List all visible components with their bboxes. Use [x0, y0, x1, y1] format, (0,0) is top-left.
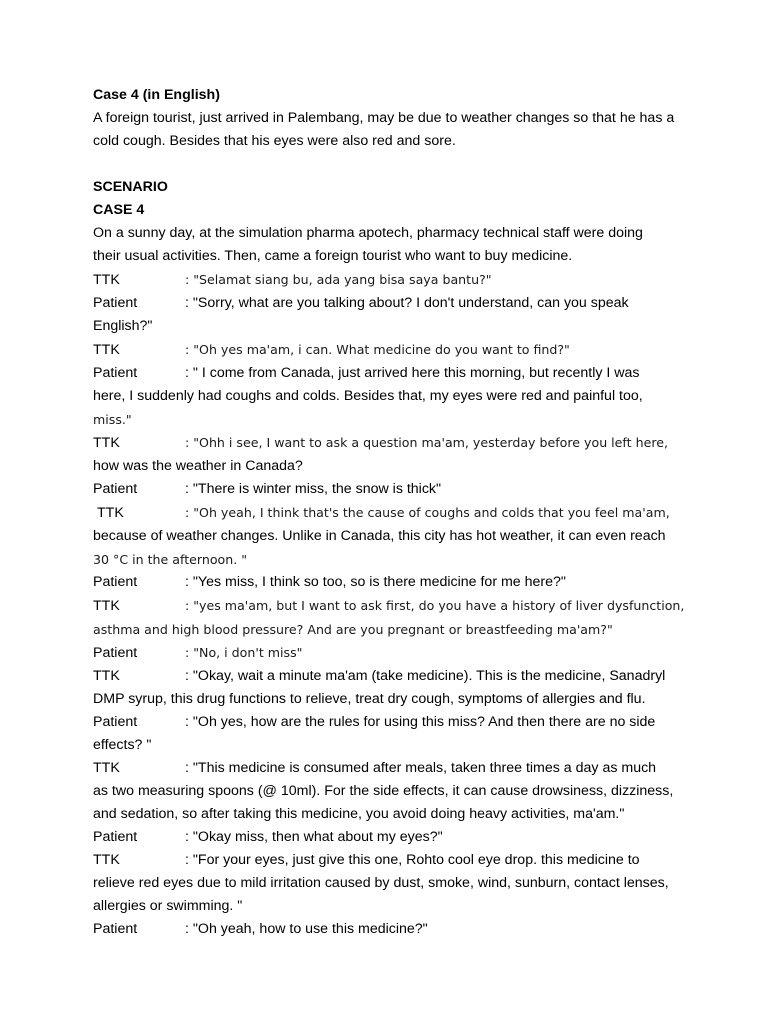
speaker-label: TTK — [93, 272, 120, 288]
utterance-continuation: miss." — [93, 412, 132, 427]
utterance: : "Selamat siang bu, ada yang bisa saya bantu?" — [185, 272, 492, 287]
dialogue-line — [93, 292, 693, 315]
dialogue-line — [93, 641, 693, 665]
utterance: : "Oh yeah, how to use this medicine?" — [185, 921, 428, 937]
utterance-continuation: 30 °C in the afternoon. " — [93, 552, 248, 567]
utterance-continuation: DMP syrup, this drug functions to relieve, treat dry cough, symptoms of allergies and flu. — [93, 691, 646, 707]
utterance: : "Sorry, what are you talking about? I don't understand, can you speak — [185, 295, 629, 311]
dialogue-line — [93, 268, 693, 292]
speaker-label: TTK — [93, 852, 120, 868]
utterance: : " I come from Canada, just arrived here this morning, but recently I was — [185, 365, 640, 381]
speaker-label: TTK — [97, 505, 124, 521]
utterance: : "Yes miss, I think so too, so is there medicine for me here?" — [185, 574, 566, 590]
dialogue-line — [93, 594, 693, 618]
dialogue-line — [93, 362, 693, 385]
speaker-label: Patient — [93, 829, 138, 845]
utterance-continuation: as two measuring spoons (@ 10ml). For the side effects, it can cause drowsiness, dizziness, — [93, 783, 674, 799]
speaker-label: Patient — [93, 921, 138, 937]
dialogue-line — [93, 826, 693, 849]
dialogue-line — [93, 849, 693, 872]
utterance-continuation: asthma and high blood pressure? And are you pregnant or breastfeeding ma'am?" — [93, 622, 613, 637]
utterance: : "yes ma'am, but I want to ask first, do you have a history of liver dysfunction, — [185, 598, 685, 613]
utterance-continuation: allergies or swimming. " — [93, 898, 243, 914]
case-heading: Case 4 (in English) — [93, 87, 220, 103]
speaker-label: Patient — [93, 714, 138, 730]
utterance-continuation: effects? " — [93, 737, 152, 753]
utterance: : "There is winter miss, the snow is thick" — [185, 481, 442, 497]
document-page — [93, 84, 693, 941]
utterance: : "Oh yeah, I think that's the cause of coughs and colds that you feel ma'am, — [185, 505, 670, 520]
utterance-continuation: here, I suddenly had coughs and colds. Besides that, my eyes were red and painful too, — [93, 388, 643, 404]
speaker-label: TTK — [93, 598, 120, 614]
utterance: : "For your eyes, just give this one, Rohto cool eye drop. this medicine to — [185, 852, 640, 868]
dialogue — [93, 268, 693, 941]
utterance: : "No, i don't miss" — [185, 645, 303, 660]
intro-line: A foreign tourist, just arrived in Palembang, may be due to weather changes so that he has a — [93, 110, 675, 126]
utterance-continuation: and sedation, so after taking this medicine, you avoid doing heavy activities, ma'am." — [93, 806, 625, 822]
speaker-label: Patient — [93, 365, 138, 381]
dialogue-line — [93, 478, 693, 501]
utterance: : "Ohh i see, I want to ask a question ma'am, yesterday before you left here, — [185, 435, 668, 450]
spacer — [93, 153, 693, 176]
scenario-label: SCENARIO — [93, 179, 168, 195]
dialogue-line — [93, 571, 693, 594]
speaker-label: TTK — [93, 435, 120, 451]
utterance: : "Okay, wait a minute ma'am (take medicine). This is the medicine, Sanadryl — [185, 668, 666, 684]
utterance-continuation: because of weather changes. Unlike in Canada, this city has hot weather, it can even reach — [93, 528, 666, 544]
dialogue-line — [93, 338, 693, 362]
dialogue-line — [93, 918, 693, 941]
dialogue-line — [93, 711, 693, 734]
dialogue-line — [93, 665, 693, 688]
intro-line: cold cough. Besides that his eyes were also red and sore. — [93, 133, 456, 149]
case-label: CASE 4 — [93, 202, 145, 218]
narrative-line: their usual activities. Then, came a foreign tourist who want to buy medicine. — [93, 248, 573, 264]
utterance: : "Okay miss, then what about my eyes?" — [185, 829, 443, 845]
utterance: : "This medicine is consumed after meals, taken three times a day as much — [185, 760, 657, 776]
utterance: : "Oh yes, how are the rules for using this miss? And then there are no side — [185, 714, 656, 730]
utterance-continuation: how was the weather in Canada? — [93, 458, 303, 474]
utterance: : "Oh yes ma'am, i can. What medicine do you want to find?" — [185, 342, 570, 357]
speaker-label: TTK — [93, 668, 120, 684]
dialogue-line — [93, 431, 693, 455]
speaker-label: TTK — [93, 342, 120, 358]
dialogue-line — [93, 757, 693, 780]
dialogue-line — [93, 501, 693, 525]
speaker-label: Patient — [93, 574, 138, 590]
speaker-label: Patient — [93, 295, 138, 311]
speaker-label: Patient — [93, 481, 138, 497]
speaker-label: Patient — [93, 645, 138, 661]
speaker-label: TTK — [93, 760, 120, 776]
narrative-line: On a sunny day, at the simulation pharma apotech, pharmacy technical staff were doing — [93, 225, 643, 241]
utterance-continuation: English?" — [93, 318, 153, 334]
utterance-continuation: relieve red eyes due to mild irritation caused by dust, smoke, wind, sunburn, contact lenses, — [93, 875, 669, 891]
